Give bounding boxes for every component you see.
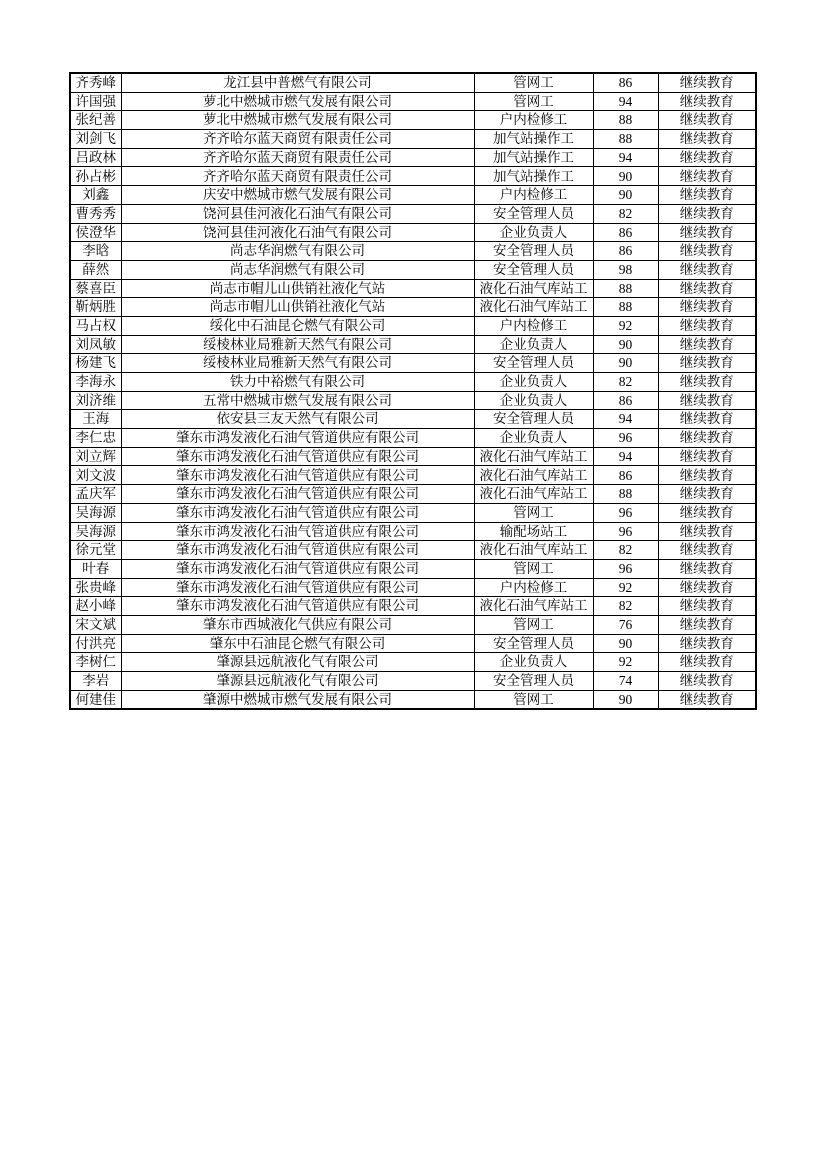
table-body <box>70 73 756 709</box>
cell-education-type: 继续教育 <box>658 578 756 597</box>
cell-company: 绥棱林业局雅新天然气有限公司 <box>121 354 474 373</box>
cell-score: 90 <box>593 354 658 373</box>
cell-company: 尚志华润燃气有限公司 <box>121 260 474 279</box>
cell-company: 齐齐哈尔蓝天商贸有限责任公司 <box>121 130 474 149</box>
cell-education-type: 继续教育 <box>658 559 756 578</box>
cell-job-type: 管网工 <box>474 92 593 111</box>
cell-score: 92 <box>593 316 658 335</box>
cell-name: 徐元堂 <box>70 541 121 560</box>
cell-job-type: 液化石油气库站工 <box>474 279 593 298</box>
cell-name: 张纪善 <box>70 111 121 130</box>
cell-job-type: 安全管理人员 <box>474 242 593 261</box>
cell-score: 92 <box>593 578 658 597</box>
cell-education-type: 继续教育 <box>658 503 756 522</box>
cell-name: 侯澄华 <box>70 223 121 242</box>
cell-company: 肇东市鸿发液化石油气管道供应有限公司 <box>121 485 474 504</box>
cell-job-type: 户内检修工 <box>474 111 593 130</box>
cell-score: 82 <box>593 541 658 560</box>
cell-company: 尚志华润燃气有限公司 <box>121 242 474 261</box>
cell-job-type: 管网工 <box>474 73 593 92</box>
cell-score: 86 <box>593 466 658 485</box>
cell-score: 82 <box>593 204 658 223</box>
table-row <box>70 354 756 373</box>
cell-education-type: 继续教育 <box>658 541 756 560</box>
cell-job-type: 企业负责人 <box>474 335 593 354</box>
table-row <box>70 373 756 392</box>
table-row <box>70 410 756 429</box>
cell-job-type: 管网工 <box>474 615 593 634</box>
cell-education-type: 继续教育 <box>658 92 756 111</box>
cell-name: 刘凤敏 <box>70 335 121 354</box>
cell-company: 庆安中燃城市燃气发展有限公司 <box>121 186 474 205</box>
cell-company: 肇源中燃城市燃气发展有限公司 <box>121 690 474 709</box>
cell-company: 五常中燃城市燃气发展有限公司 <box>121 391 474 410</box>
cell-education-type: 继续教育 <box>658 410 756 429</box>
cell-company: 肇东市鸿发液化石油气管道供应有限公司 <box>121 503 474 522</box>
cell-score: 82 <box>593 373 658 392</box>
cell-name: 马占权 <box>70 316 121 335</box>
cell-company: 肇东市鸿发液化石油气管道供应有限公司 <box>121 597 474 616</box>
cell-education-type: 继续教育 <box>658 466 756 485</box>
cell-job-type: 安全管理人员 <box>474 260 593 279</box>
cell-name: 付洪亮 <box>70 634 121 653</box>
cell-name: 孙占彬 <box>70 167 121 186</box>
cell-job-type: 安全管理人员 <box>474 672 593 691</box>
cell-education-type: 继续教育 <box>658 111 756 130</box>
cell-score: 90 <box>593 634 658 653</box>
cell-job-type: 安全管理人员 <box>474 204 593 223</box>
cell-education-type: 继续教育 <box>658 690 756 709</box>
cell-job-type: 加气站操作工 <box>474 130 593 149</box>
cell-education-type: 继续教育 <box>658 73 756 92</box>
cell-score: 96 <box>593 522 658 541</box>
cell-job-type: 户内检修工 <box>474 316 593 335</box>
cell-name: 曹秀秀 <box>70 204 121 223</box>
table-row <box>70 597 756 616</box>
cell-company: 尚志市帽儿山供销社液化气站 <box>121 279 474 298</box>
table-row <box>70 503 756 522</box>
cell-score: 94 <box>593 148 658 167</box>
cell-company: 依安县三友天然气有限公司 <box>121 410 474 429</box>
table-row <box>70 204 756 223</box>
cell-name: 李岩 <box>70 672 121 691</box>
cell-education-type: 继续教育 <box>658 204 756 223</box>
cell-company: 饶河县佳河液化石油气有限公司 <box>121 204 474 223</box>
cell-job-type: 加气站操作工 <box>474 167 593 186</box>
cell-name: 靳炳胜 <box>70 298 121 317</box>
cell-score: 88 <box>593 111 658 130</box>
cell-education-type: 继续教育 <box>658 615 756 634</box>
training-results-table <box>69 72 757 710</box>
table-row <box>70 130 756 149</box>
cell-company: 萝北中燃城市燃气发展有限公司 <box>121 92 474 111</box>
cell-name: 叶春 <box>70 559 121 578</box>
cell-score: 86 <box>593 242 658 261</box>
cell-score: 88 <box>593 485 658 504</box>
cell-education-type: 继续教育 <box>658 672 756 691</box>
cell-score: 86 <box>593 223 658 242</box>
cell-score: 88 <box>593 130 658 149</box>
cell-company: 尚志市帽儿山供销社液化气站 <box>121 298 474 317</box>
cell-company: 肇东市西城液化气供应有限公司 <box>121 615 474 634</box>
cell-job-type: 企业负责人 <box>474 429 593 448</box>
cell-score: 98 <box>593 260 658 279</box>
cell-company: 肇东市鸿发液化石油气管道供应有限公司 <box>121 447 474 466</box>
cell-name: 孟庆军 <box>70 485 121 504</box>
cell-name: 张贵峰 <box>70 578 121 597</box>
table-row <box>70 615 756 634</box>
cell-education-type: 继续教育 <box>658 130 756 149</box>
table-row <box>70 335 756 354</box>
cell-education-type: 继续教育 <box>658 242 756 261</box>
cell-education-type: 继续教育 <box>658 186 756 205</box>
cell-education-type: 继续教育 <box>658 298 756 317</box>
cell-job-type: 户内检修工 <box>474 186 593 205</box>
cell-education-type: 继续教育 <box>658 391 756 410</box>
table-row <box>70 559 756 578</box>
cell-score: 88 <box>593 298 658 317</box>
cell-score: 96 <box>593 559 658 578</box>
cell-company: 饶河县佳河液化石油气有限公司 <box>121 223 474 242</box>
cell-education-type: 继续教育 <box>658 447 756 466</box>
cell-name: 刘文波 <box>70 466 121 485</box>
cell-company: 龙江县中普燃气有限公司 <box>121 73 474 92</box>
table-row <box>70 522 756 541</box>
cell-name: 何建佳 <box>70 690 121 709</box>
cell-job-type: 管网工 <box>474 690 593 709</box>
cell-job-type: 液化石油气库站工 <box>474 447 593 466</box>
cell-job-type: 企业负责人 <box>474 653 593 672</box>
table-row <box>70 167 756 186</box>
cell-name: 齐秀峰 <box>70 73 121 92</box>
cell-company: 肇东市鸿发液化石油气管道供应有限公司 <box>121 578 474 597</box>
cell-job-type: 企业负责人 <box>474 373 593 392</box>
table-row <box>70 578 756 597</box>
table-row <box>70 298 756 317</box>
cell-name: 许国强 <box>70 92 121 111</box>
cell-name: 吴海源 <box>70 503 121 522</box>
cell-job-type: 安全管理人员 <box>474 354 593 373</box>
cell-education-type: 继续教育 <box>658 316 756 335</box>
table-row <box>70 111 756 130</box>
table-row <box>70 260 756 279</box>
table-row <box>70 279 756 298</box>
cell-score: 92 <box>593 653 658 672</box>
table-row <box>70 92 756 111</box>
cell-education-type: 继续教育 <box>658 522 756 541</box>
table-row <box>70 186 756 205</box>
table-row <box>70 73 756 92</box>
cell-education-type: 继续教育 <box>658 597 756 616</box>
cell-company: 萝北中燃城市燃气发展有限公司 <box>121 111 474 130</box>
cell-job-type: 输配场站工 <box>474 522 593 541</box>
table-row <box>70 672 756 691</box>
cell-name: 王海 <box>70 410 121 429</box>
cell-job-type: 安全管理人员 <box>474 634 593 653</box>
cell-name: 李海永 <box>70 373 121 392</box>
cell-education-type: 继续教育 <box>658 429 756 448</box>
table-row <box>70 242 756 261</box>
cell-name: 刘立辉 <box>70 447 121 466</box>
cell-company: 肇东市鸿发液化石油气管道供应有限公司 <box>121 466 474 485</box>
table-row <box>70 148 756 167</box>
cell-company: 铁力中裕燃气有限公司 <box>121 373 474 392</box>
cell-score: 86 <box>593 73 658 92</box>
table-row <box>70 429 756 448</box>
cell-name: 刘剑飞 <box>70 130 121 149</box>
cell-name: 赵小峰 <box>70 597 121 616</box>
cell-company: 绥化中石油昆仑燃气有限公司 <box>121 316 474 335</box>
cell-score: 76 <box>593 615 658 634</box>
cell-education-type: 继续教育 <box>658 354 756 373</box>
cell-name: 薛然 <box>70 260 121 279</box>
cell-company: 肇东市鸿发液化石油气管道供应有限公司 <box>121 559 474 578</box>
cell-name: 吕政林 <box>70 148 121 167</box>
table-row <box>70 690 756 709</box>
cell-name: 刘鑫 <box>70 186 121 205</box>
cell-education-type: 继续教育 <box>658 634 756 653</box>
cell-job-type: 企业负责人 <box>474 391 593 410</box>
cell-job-type: 液化石油气库站工 <box>474 597 593 616</box>
cell-education-type: 继续教育 <box>658 373 756 392</box>
cell-name: 杨建飞 <box>70 354 121 373</box>
cell-company: 肇东市鸿发液化石油气管道供应有限公司 <box>121 522 474 541</box>
cell-job-type: 安全管理人员 <box>474 410 593 429</box>
cell-job-type: 管网工 <box>474 559 593 578</box>
cell-company: 肇东市鸿发液化石油气管道供应有限公司 <box>121 429 474 448</box>
cell-score: 90 <box>593 690 658 709</box>
cell-score: 96 <box>593 429 658 448</box>
cell-score: 88 <box>593 279 658 298</box>
cell-job-type: 户内检修工 <box>474 578 593 597</box>
cell-score: 90 <box>593 167 658 186</box>
cell-education-type: 继续教育 <box>658 279 756 298</box>
cell-company: 肇源县远航液化气有限公司 <box>121 653 474 672</box>
cell-name: 刘济维 <box>70 391 121 410</box>
cell-name: 李仁忠 <box>70 429 121 448</box>
cell-education-type: 继续教育 <box>658 223 756 242</box>
cell-education-type: 继续教育 <box>658 148 756 167</box>
cell-job-type: 液化石油气库站工 <box>474 485 593 504</box>
cell-score: 86 <box>593 391 658 410</box>
cell-education-type: 继续教育 <box>658 260 756 279</box>
table-row <box>70 485 756 504</box>
table-row <box>70 541 756 560</box>
cell-score: 94 <box>593 447 658 466</box>
table-row <box>70 316 756 335</box>
cell-name: 蔡喜臣 <box>70 279 121 298</box>
cell-education-type: 继续教育 <box>658 335 756 354</box>
cell-score: 82 <box>593 597 658 616</box>
table-row <box>70 653 756 672</box>
cell-company: 齐齐哈尔蓝天商贸有限责任公司 <box>121 148 474 167</box>
cell-name: 李晗 <box>70 242 121 261</box>
cell-score: 74 <box>593 672 658 691</box>
table-row <box>70 223 756 242</box>
cell-name: 宋文斌 <box>70 615 121 634</box>
cell-education-type: 继续教育 <box>658 485 756 504</box>
cell-company: 绥棱林业局雅新天然气有限公司 <box>121 335 474 354</box>
cell-score: 90 <box>593 186 658 205</box>
cell-name: 吴海源 <box>70 522 121 541</box>
cell-job-type: 管网工 <box>474 503 593 522</box>
cell-score: 90 <box>593 335 658 354</box>
cell-job-type: 液化石油气库站工 <box>474 466 593 485</box>
cell-job-type: 液化石油气库站工 <box>474 541 593 560</box>
table-row <box>70 634 756 653</box>
cell-education-type: 继续教育 <box>658 167 756 186</box>
cell-company: 肇源县远航液化气有限公司 <box>121 672 474 691</box>
cell-company: 齐齐哈尔蓝天商贸有限责任公司 <box>121 167 474 186</box>
cell-job-type: 企业负责人 <box>474 223 593 242</box>
cell-job-type: 加气站操作工 <box>474 148 593 167</box>
cell-score: 96 <box>593 503 658 522</box>
cell-name: 李树仁 <box>70 653 121 672</box>
cell-company: 肇东市鸿发液化石油气管道供应有限公司 <box>121 541 474 560</box>
table-row <box>70 447 756 466</box>
table-row <box>70 466 756 485</box>
cell-score: 94 <box>593 92 658 111</box>
cell-score: 94 <box>593 410 658 429</box>
table-row <box>70 391 756 410</box>
cell-education-type: 继续教育 <box>658 653 756 672</box>
cell-company: 肇东中石油昆仑燃气有限公司 <box>121 634 474 653</box>
cell-job-type: 液化石油气库站工 <box>474 298 593 317</box>
